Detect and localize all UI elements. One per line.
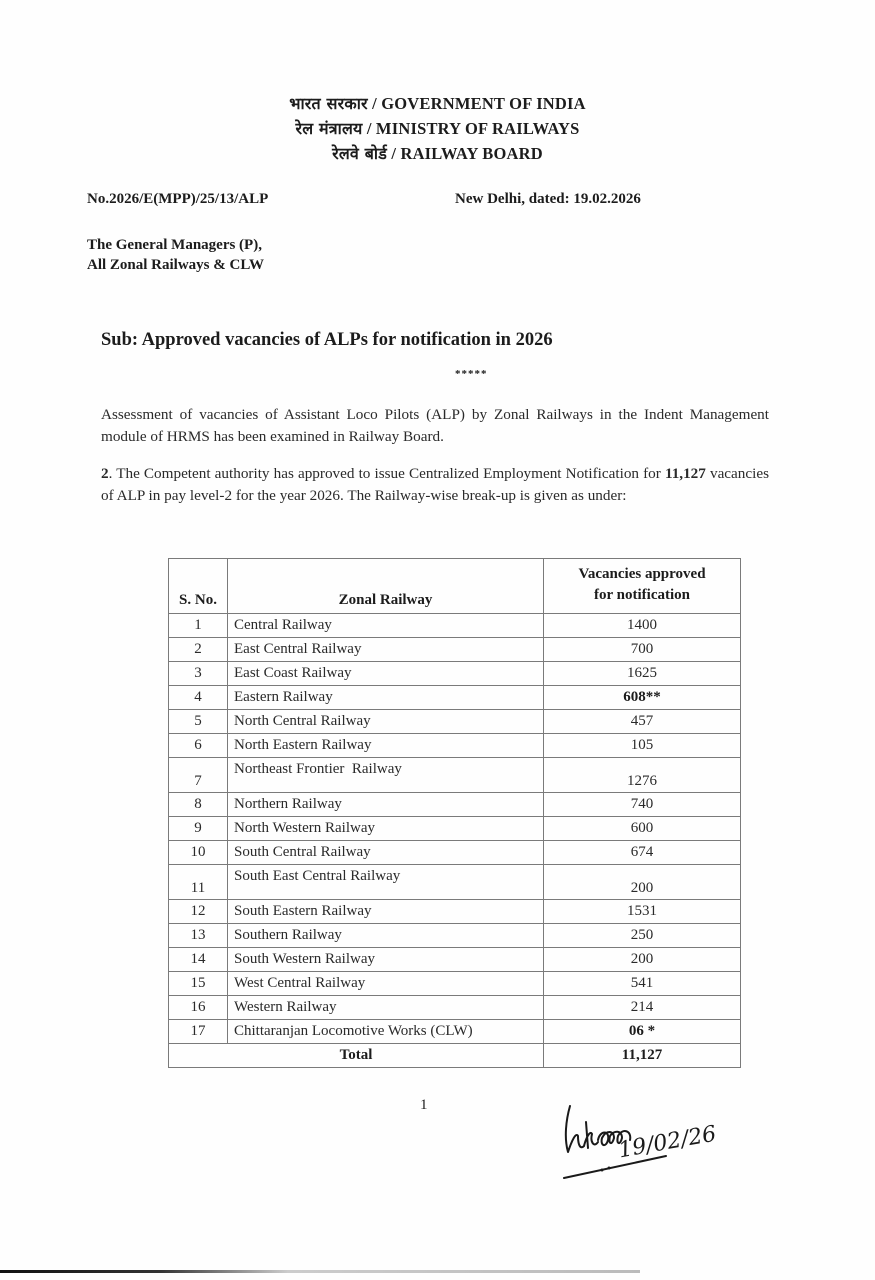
table-row <box>169 662 741 686</box>
letterhead-english-government: / GOVERNMENT OF INDIA <box>367 94 586 113</box>
cell-vacancies: 600 <box>544 817 741 841</box>
table-row <box>169 638 741 662</box>
addressee <box>87 235 264 275</box>
cell-zone: South East Central Railway <box>228 865 544 900</box>
table-row <box>169 996 741 1020</box>
cell-sno: 17 <box>169 1020 228 1044</box>
cell-sno: 12 <box>169 900 228 924</box>
cell-zone: North Western Railway <box>228 817 544 841</box>
place-and-date: New Delhi, dated: 19.02.2026 <box>455 191 641 207</box>
letterhead-hindi-ministry: रेल मंत्रालय <box>295 119 363 138</box>
letterhead-line-ministry <box>0 117 875 139</box>
paragraph-2-number: 2 <box>101 465 109 482</box>
addressee-line-2: All Zonal Railways & CLW <box>87 257 264 273</box>
cell-zone: Western Railway <box>228 996 544 1020</box>
cell-sno: 9 <box>169 817 228 841</box>
table-row <box>169 686 741 710</box>
cell-sno: 5 <box>169 710 228 734</box>
header-zonal-railway: Zonal Railway <box>228 559 544 614</box>
header-vacancies-line-1: Vacancies approved <box>578 566 706 582</box>
header-vacancies-line-2: for notification <box>594 587 690 603</box>
subject-line: Sub: Approved vacancies of ALPs for notification in 2026 <box>101 330 553 350</box>
header-vacancies <box>544 559 741 614</box>
cell-vacancies: 674 <box>544 841 741 865</box>
cell-vacancies: 06 * <box>544 1020 741 1044</box>
cell-vacancies: 200 <box>544 865 741 900</box>
cell-zone: Northeast Frontier Railway <box>228 758 544 793</box>
paragraph-2 <box>101 463 769 507</box>
cell-zone: Northern Railway <box>228 793 544 817</box>
cell-zone: Chittaranjan Locomotive Works (CLW) <box>228 1020 544 1044</box>
cell-zone: Eastern Railway <box>228 686 544 710</box>
addressee-line-1: The General Managers (P), <box>87 237 262 253</box>
cell-sno: 2 <box>169 638 228 662</box>
cell-sno: 13 <box>169 924 228 948</box>
cell-sno: 4 <box>169 686 228 710</box>
reference-number: No.2026/E(MPP)/25/13/ALP <box>87 191 269 207</box>
total-label: Total <box>169 1044 544 1068</box>
table-row <box>169 841 741 865</box>
letterhead-line-government <box>0 92 875 114</box>
table-row <box>169 900 741 924</box>
cell-vacancies: 608** <box>544 686 741 710</box>
cell-vacancies: 105 <box>544 734 741 758</box>
cell-zone: Central Railway <box>228 614 544 638</box>
header-sno: S. No. <box>169 559 228 614</box>
table-row <box>169 1020 741 1044</box>
cell-vacancies: 541 <box>544 972 741 996</box>
paragraph-2-total: 11,127 <box>664 465 706 482</box>
letterhead-english-board: / RAILWAY BOARD <box>387 144 543 163</box>
cell-sno: 8 <box>169 793 228 817</box>
cell-vacancies: 1400 <box>544 614 741 638</box>
cell-zone: South Western Railway <box>228 948 544 972</box>
cell-zone: West Central Railway <box>228 972 544 996</box>
table-header-row <box>169 559 741 614</box>
cell-zone: East Central Railway <box>228 638 544 662</box>
cell-vacancies: 250 <box>544 924 741 948</box>
table-total-row <box>169 1044 741 1068</box>
paragraph-2-text-a: . The Competent authority has approved to issue Centralized Employment Notification for <box>108 465 665 482</box>
cell-zone: South Central Railway <box>228 841 544 865</box>
vacancies-table <box>168 558 741 1068</box>
paragraph-1: Assessment of vacancies of Assistant Loco Pilots (ALP) by Zonal Railways in the Indent Management module of HRMS has been examined in Railway Board. <box>101 406 769 445</box>
cell-zone: Southern Railway <box>228 924 544 948</box>
cell-zone: North Central Railway <box>228 710 544 734</box>
table-row <box>169 924 741 948</box>
total-value: 11,127 <box>544 1044 741 1068</box>
table-row <box>169 865 741 900</box>
cell-zone: South Eastern Railway <box>228 900 544 924</box>
table-row <box>169 972 741 996</box>
letterhead-hindi-board: रेलवे बोर्ड <box>332 144 388 163</box>
cell-sno: 15 <box>169 972 228 996</box>
cell-vacancies: 700 <box>544 638 741 662</box>
table-row <box>169 710 741 734</box>
cell-sno: 1 <box>169 614 228 638</box>
signature-block <box>556 1100 736 1190</box>
cell-sno: 11 <box>169 865 228 900</box>
cell-vacancies: 1276 <box>544 758 741 793</box>
bottom-edge-line <box>0 1270 640 1273</box>
table-row <box>169 734 741 758</box>
cell-sno: 10 <box>169 841 228 865</box>
cell-zone: East Coast Railway <box>228 662 544 686</box>
cell-vacancies: 200 <box>544 948 741 972</box>
cell-sno: 3 <box>169 662 228 686</box>
letterhead-line-board <box>0 142 875 164</box>
table-row <box>169 614 741 638</box>
cell-vacancies: 1531 <box>544 900 741 924</box>
cell-sno: 14 <box>169 948 228 972</box>
cell-vacancies: 214 <box>544 996 741 1020</box>
cell-vacancies: 740 <box>544 793 741 817</box>
cell-vacancies: 1625 <box>544 662 741 686</box>
table-row <box>169 758 741 793</box>
letterhead-english-ministry: / MINISTRY OF RAILWAYS <box>362 119 580 138</box>
table-row <box>169 793 741 817</box>
paragraph-2-text-b: vacancies of ALP in pay level-2 for the year 2026. The Railway-wise break-up is given as under: <box>101 465 769 504</box>
separator-stars: ***** <box>455 368 488 380</box>
table-row <box>169 817 741 841</box>
cell-sno: 7 <box>169 758 228 793</box>
signature-date: 19/02/26 <box>616 1121 719 1164</box>
page-number: 1 <box>420 1097 428 1113</box>
cell-sno: 16 <box>169 996 228 1020</box>
cell-sno: 6 <box>169 734 228 758</box>
letterhead-hindi-government: भारत सरकार <box>289 94 368 113</box>
table-row <box>169 948 741 972</box>
cell-zone: North Eastern Railway <box>228 734 544 758</box>
cell-vacancies: 457 <box>544 710 741 734</box>
